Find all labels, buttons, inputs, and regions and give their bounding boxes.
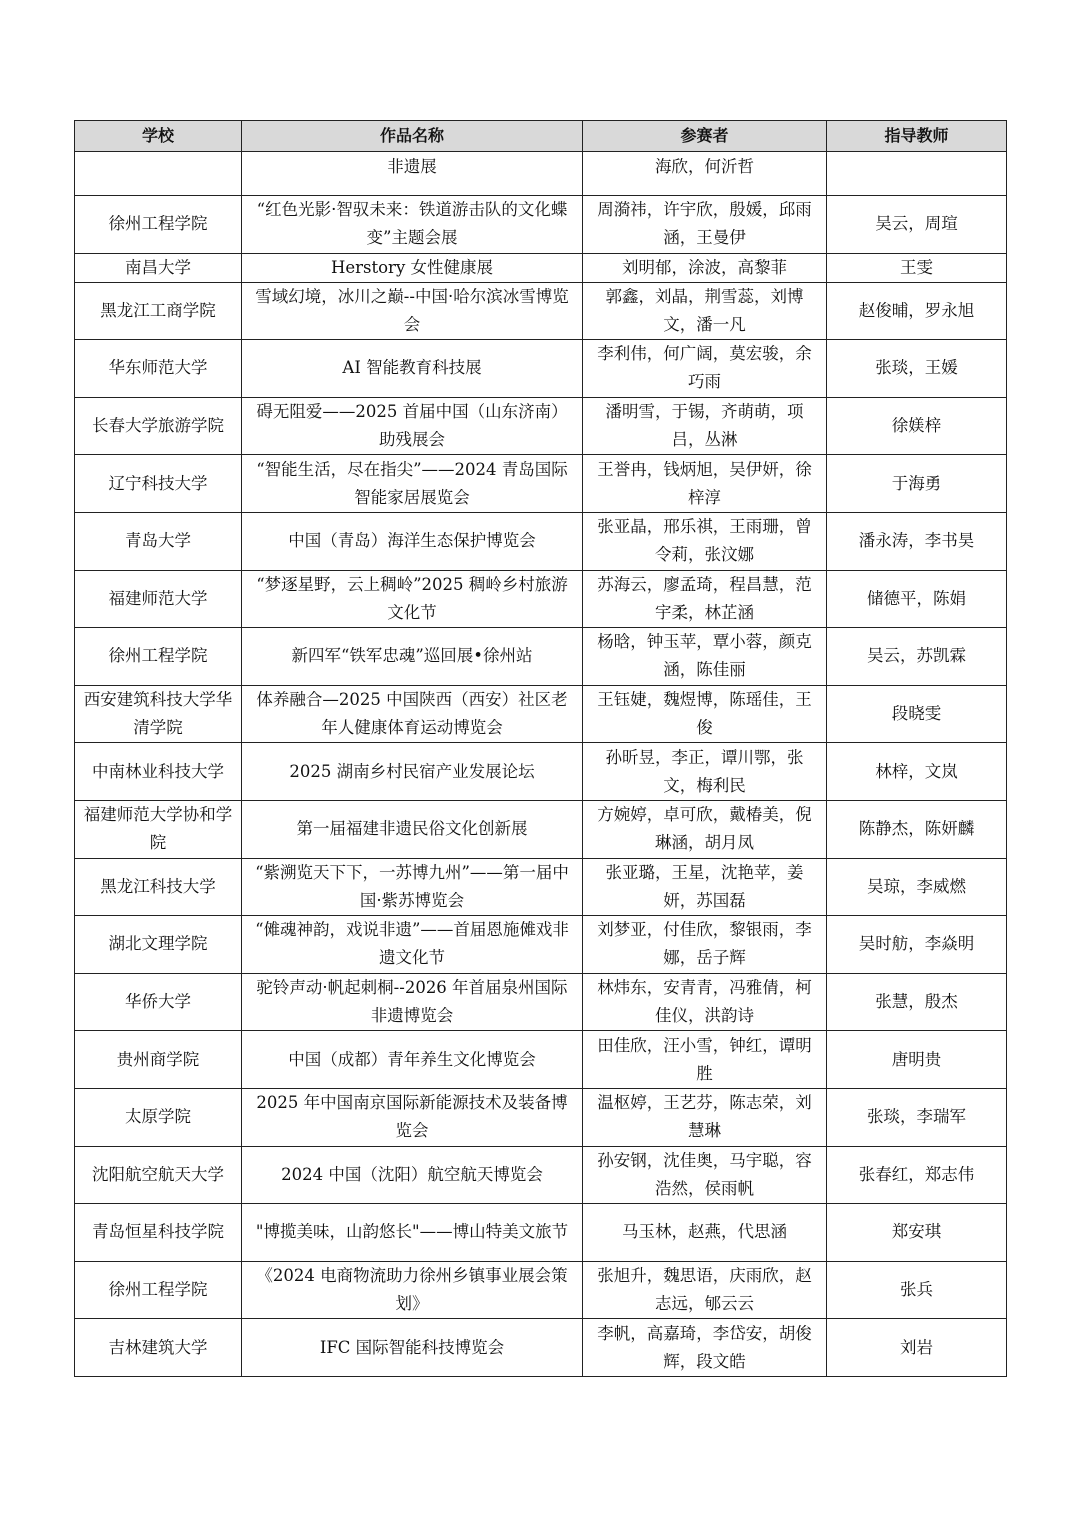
cell-teacher: 吴云，苏凯霖 [827, 628, 1007, 686]
cell-school: 南昌大学 [75, 253, 242, 282]
cell-participants: 温枢婷，王艺芬，陈志荣，刘慧琳 [583, 1088, 827, 1146]
cell-teacher: 储德平，陈娟 [827, 570, 1007, 628]
cell-participants: 张亚璐，王星，沈艳苹，姜妍，苏国磊 [583, 858, 827, 916]
cell-teacher: 王雯 [827, 253, 1007, 282]
cell-teacher: 潘永涛，李书昊 [827, 512, 1007, 570]
cell-teacher [827, 152, 1007, 196]
cell-teacher: 于海勇 [827, 455, 1007, 513]
table-row [75, 1088, 1007, 1146]
cell-work: 《2024 电商物流助力徐州乡镇事业展会策划》 [242, 1261, 583, 1319]
table-row [75, 282, 1007, 340]
cell-teacher: 徐媄梓 [827, 397, 1007, 455]
table-row [75, 628, 1007, 686]
cell-work: 2024 中国（沈阳）航空航天博览会 [242, 1146, 583, 1204]
cell-participants: 张亚晶，邢乐祺，王雨珊，曾令莉，张汶娜 [583, 512, 827, 570]
cell-school: 福建师范大学协和学院 [75, 800, 242, 858]
cell-participants: 李利伟，何广阔，莫宏骏，余巧雨 [583, 340, 827, 398]
cell-work: 体养融合—2025 中国陕西（西安）社区老年人健康体育运动博览会 [242, 685, 583, 743]
header-teacher: 指导教师 [827, 121, 1007, 152]
cell-participants: 王誉冉，钱炳旭，吴伊妍，徐梓淳 [583, 455, 827, 513]
table-row [75, 1204, 1007, 1262]
cell-participants: 郭鑫，刘晶，荆雪蕊，刘博文，潘一凡 [583, 282, 827, 340]
table-row [75, 570, 1007, 628]
cell-teacher: 唐明贵 [827, 1031, 1007, 1089]
cell-work: 中国（成都）青年养生文化博览会 [242, 1031, 583, 1089]
cell-work: 2025 年中国南京国际新能源技术及装备博览会 [242, 1088, 583, 1146]
cell-participants: 马玉林，赵燕，代思涵 [583, 1204, 827, 1262]
cell-teacher: 吴时舫，李焱明 [827, 916, 1007, 974]
cell-teacher: 张琰，李瑞军 [827, 1088, 1007, 1146]
table-row [75, 1261, 1007, 1319]
cell-teacher: 张慧，殷杰 [827, 973, 1007, 1031]
cell-participants: 方婉婷，卓可欣，戴椿美，倪琳涵，胡月凤 [583, 800, 827, 858]
table-row [75, 253, 1007, 282]
cell-work: “智能生活，尽在指尖”——2024 青岛国际智能家居展览会 [242, 455, 583, 513]
cell-school: 中南林业科技大学 [75, 743, 242, 801]
cell-participants: 田佳欣，汪小雪，钟红，谭明胜 [583, 1031, 827, 1089]
cell-teacher: 郑安琪 [827, 1204, 1007, 1262]
cell-teacher: 张琰，王媛 [827, 340, 1007, 398]
table-row [75, 1146, 1007, 1204]
cell-teacher: 张春红，郑志伟 [827, 1146, 1007, 1204]
cell-school: 青岛大学 [75, 512, 242, 570]
table-row [75, 916, 1007, 974]
cell-work: “傩魂神韵，戏说非遗”——首届恩施傩戏非遗文化节 [242, 916, 583, 974]
cell-school: 福建师范大学 [75, 570, 242, 628]
table-row [75, 1031, 1007, 1089]
cell-work: IFC 国际智能科技博览会 [242, 1319, 583, 1377]
cell-teacher: 赵俊晡，罗永旭 [827, 282, 1007, 340]
cell-school: 黑龙江工商学院 [75, 282, 242, 340]
table-row [75, 455, 1007, 513]
cell-participants: 王钰婕，魏煜博，陈瑶佳，王俊 [583, 685, 827, 743]
table-row [75, 397, 1007, 455]
cell-participants: 杨晗，钟玉苹，覃小蓉，颜克涵，陈佳丽 [583, 628, 827, 686]
cell-school: 湖北文理学院 [75, 916, 242, 974]
award-table [74, 120, 1007, 1377]
cell-teacher: 段晓雯 [827, 685, 1007, 743]
cell-participants: 海欣，何沂哲 [583, 152, 827, 196]
cell-work: 雪域幻境，冰川之巅--中国·哈尔滨冰雪博览会 [242, 282, 583, 340]
cell-school: 华东师范大学 [75, 340, 242, 398]
cell-work: “红色光影·智驭未来：铁道游击队的文化蝶变”主题会展 [242, 196, 583, 254]
table-row [75, 973, 1007, 1031]
cell-teacher: 刘岩 [827, 1319, 1007, 1377]
cell-school: 贵州商学院 [75, 1031, 242, 1089]
cell-work: “紫溯览天下下，一苏博九州”——第一届中国·紫苏博览会 [242, 858, 583, 916]
cell-participants: 张旭升，魏思语，庆雨欣，赵志远，郇云云 [583, 1261, 827, 1319]
table-row [75, 858, 1007, 916]
table-row [75, 685, 1007, 743]
cell-participants: 周漪祎，许宇欣，殷媛，邱雨涵，王曼伊 [583, 196, 827, 254]
cell-participants: 刘明郁，涂波，高黎菲 [583, 253, 827, 282]
cell-participants: 林炜东，安青青，冯雅倩，柯佳仪，洪韵诗 [583, 973, 827, 1031]
cell-work: "博揽美味，山韵悠长"——博山特美文旅节 [242, 1204, 583, 1262]
cell-school: 吉林建筑大学 [75, 1319, 242, 1377]
cell-work: “梦逐星野，云上稠岭”2025 稠岭乡村旅游文化节 [242, 570, 583, 628]
cell-school: 沈阳航空航天大学 [75, 1146, 242, 1204]
table-header-row [75, 121, 1007, 152]
table-row [75, 512, 1007, 570]
cell-teacher: 吴琼，李威燃 [827, 858, 1007, 916]
table-row [75, 743, 1007, 801]
cell-work: 中国（青岛）海洋生态保护博览会 [242, 512, 583, 570]
cell-work: 非遗展 [242, 152, 583, 196]
cell-school [75, 152, 242, 196]
table-row [75, 800, 1007, 858]
cell-work: Herstory 女性健康展 [242, 253, 583, 282]
table-row [75, 1319, 1007, 1377]
table-row [75, 340, 1007, 398]
cell-work: 新四军“铁军忠魂”巡回展•徐州站 [242, 628, 583, 686]
cell-participants: 李帆，高嘉琦，李岱安，胡俊辉，段文皓 [583, 1319, 827, 1377]
table-row [75, 196, 1007, 254]
cell-participants: 孙昕昱，李正，谭川鄂，张文，梅利民 [583, 743, 827, 801]
cell-school: 徐州工程学院 [75, 1261, 242, 1319]
cell-school: 辽宁科技大学 [75, 455, 242, 513]
cell-school: 太原学院 [75, 1088, 242, 1146]
cell-participants: 刘梦亚，付佳欣，黎银雨，李娜，岳子辉 [583, 916, 827, 974]
cell-teacher: 陈静杰，陈妍麟 [827, 800, 1007, 858]
cell-work: 第一届福建非遗民俗文化创新展 [242, 800, 583, 858]
cell-participants: 孙安钢，沈佳奥，马宇聪，容浩然，侯雨帆 [583, 1146, 827, 1204]
cell-school: 华侨大学 [75, 973, 242, 1031]
cell-teacher: 张兵 [827, 1261, 1007, 1319]
cell-school: 青岛恒星科技学院 [75, 1204, 242, 1262]
cell-work: AI 智能教育科技展 [242, 340, 583, 398]
cell-work: 驼铃声动·帆起刺桐--2026 年首届泉州国际非遗博览会 [242, 973, 583, 1031]
cell-work: 2025 湖南乡村民宿产业发展论坛 [242, 743, 583, 801]
header-participants: 参赛者 [583, 121, 827, 152]
cell-school: 长春大学旅游学院 [75, 397, 242, 455]
cell-school: 徐州工程学院 [75, 628, 242, 686]
cell-school: 黑龙江科技大学 [75, 858, 242, 916]
table-row [75, 152, 1007, 196]
header-work: 作品名称 [242, 121, 583, 152]
cell-work: 碍无阻爱——2025 首届中国（山东济南）助残展会 [242, 397, 583, 455]
cell-school: 西安建筑科技大学华清学院 [75, 685, 242, 743]
cell-participants: 苏海云，廖孟琦，程昌慧，范宇柔，林芷涵 [583, 570, 827, 628]
cell-school: 徐州工程学院 [75, 196, 242, 254]
cell-teacher: 林梓，文岚 [827, 743, 1007, 801]
cell-teacher: 吴云，周瑄 [827, 196, 1007, 254]
cell-participants: 潘明雪，于锡，齐萌萌，项吕，丛淋 [583, 397, 827, 455]
header-school: 学校 [75, 121, 242, 152]
